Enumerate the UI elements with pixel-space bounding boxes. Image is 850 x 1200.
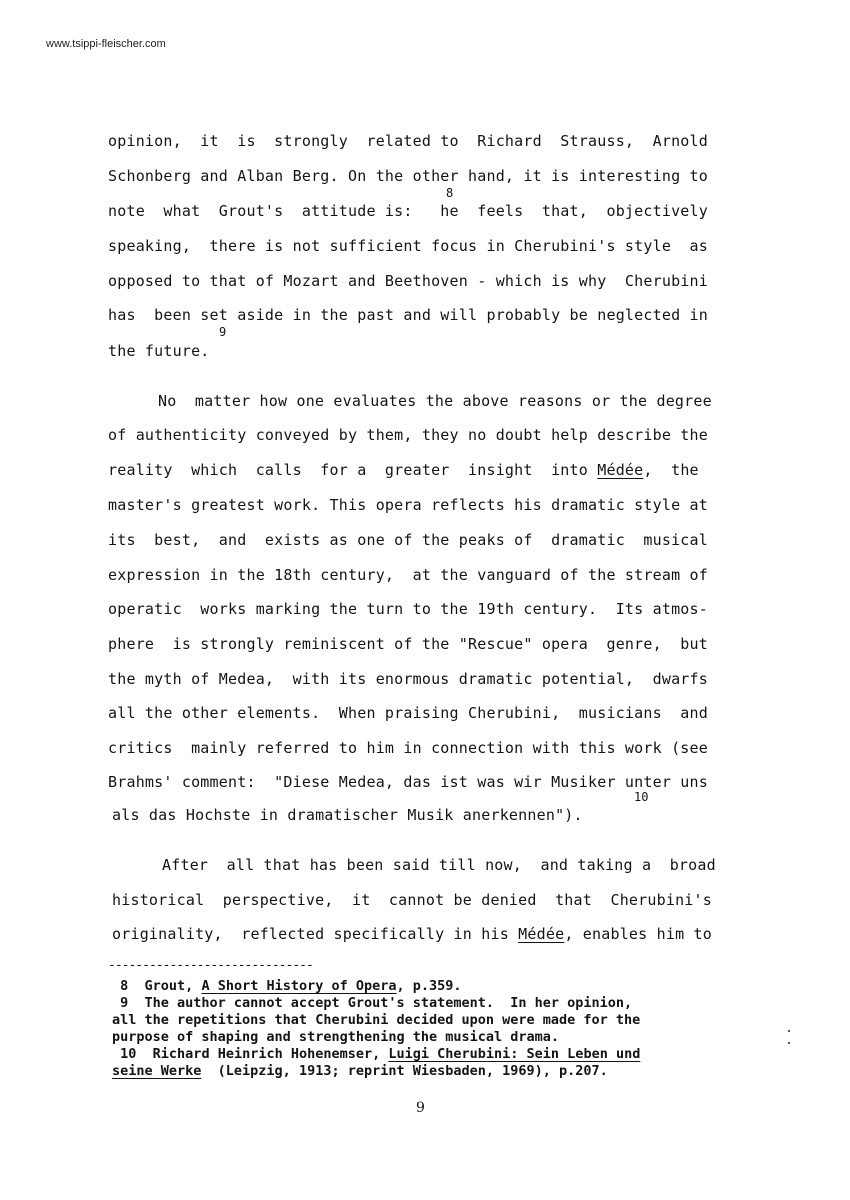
text-run: Grout, (144, 978, 202, 994)
footnote-9-continued: all the repetitions that Cherubini decided upon were made for the (112, 1012, 641, 1028)
scan-speck (788, 1042, 790, 1044)
body-line (112, 925, 712, 943)
text-run: (Leipzig, 1913; reprint Wiesbaden, 1969), p.207. (201, 1063, 608, 1079)
book-title: seine Werke (112, 1063, 202, 1079)
footnote-8 (112, 978, 462, 994)
footnote-9: 9 The author cannot accept Grout's statement. In her opinion, (112, 995, 633, 1011)
footnote-number: 10 (120, 1046, 137, 1062)
body-line: After all that has been said till now, and taking a broad (162, 856, 716, 874)
body-line (108, 461, 699, 479)
body-line: No matter how one evaluates the above reasons or the degree (158, 392, 712, 410)
body-line: Brahms' comment: "Diese Medea, das ist was wir Musiker unter uns (108, 773, 708, 791)
body-line: has been set aside in the past and will probably be neglected in (108, 306, 708, 324)
book-title: A Short History of Opera (201, 978, 397, 994)
scan-speck (788, 1030, 790, 1032)
footnote-separator: ------------------------------ (108, 958, 313, 973)
body-line: operatic works marking the turn to the 19th century. Its atmos- (108, 600, 708, 618)
footnote-10-continued (112, 1063, 608, 1079)
text-run: reality which calls for a greater insight into (108, 461, 598, 479)
body-line: expression in the 18th century, at the vanguard of the stream of (108, 566, 708, 584)
body-line: historical perspective, it cannot be denied that Cherubini's (112, 891, 712, 909)
body-line: of authenticity conveyed by them, they no doubt help describe the (108, 426, 708, 444)
footnote-number: 8 (120, 978, 129, 994)
body-line: critics mainly referred to him in connection with this work (see (108, 739, 708, 757)
footnote-10 (112, 1046, 640, 1062)
footnote-ref-9: 9 (219, 325, 227, 339)
opera-title: Médée (597, 461, 644, 479)
body-line: Schonberg and Alban Berg. On the other hand, it is interesting to (108, 167, 708, 185)
body-line: als das Hochste in dramatischer Musik anerkennen"). (112, 806, 583, 824)
body-line: opposed to that of Mozart and Beethoven - which is why Cherubini (108, 272, 708, 290)
text-run: , p.359. (396, 978, 462, 994)
body-line: its best, and exists as one of the peaks of dramatic musical (108, 531, 708, 549)
body-line: speaking, there is not sufficient focus in Cherubini's style as (108, 237, 708, 255)
page-number: 9 (416, 1100, 425, 1116)
body-line: all the other elements. When praising Cherubini, musicians and (108, 704, 708, 722)
site-url: www.tsippi-fleischer.com (46, 38, 166, 50)
footnote-ref-8: 8 (446, 186, 454, 200)
footnote-ref-10: 10 (634, 790, 649, 804)
text-run: , the (643, 461, 699, 479)
text-run: , enables him to (564, 925, 713, 943)
body-line: master's greatest work. This opera reflects his dramatic style at (108, 496, 708, 514)
body-line: opinion, it is strongly related to Richard Strauss, Arnold (108, 132, 708, 150)
body-line: the future. (108, 342, 210, 360)
footnote-9-continued: purpose of shaping and strengthening the musical drama. (112, 1029, 560, 1045)
body-line: the myth of Medea, with its enormous dramatic potential, dwarfs (108, 670, 708, 688)
body-line: phere is strongly reminiscent of the "Rescue" opera genre, but (108, 635, 708, 653)
text-run: Richard Heinrich Hohenemser, (152, 1046, 389, 1062)
opera-title: Médée (518, 925, 565, 943)
book-title: Luigi Cherubini: Sein Leben und (388, 1046, 641, 1062)
body-line: note what Grout's attitude is: he feels that, objectively (108, 202, 708, 220)
text-run: originality, reflected specifically in his (112, 925, 519, 943)
